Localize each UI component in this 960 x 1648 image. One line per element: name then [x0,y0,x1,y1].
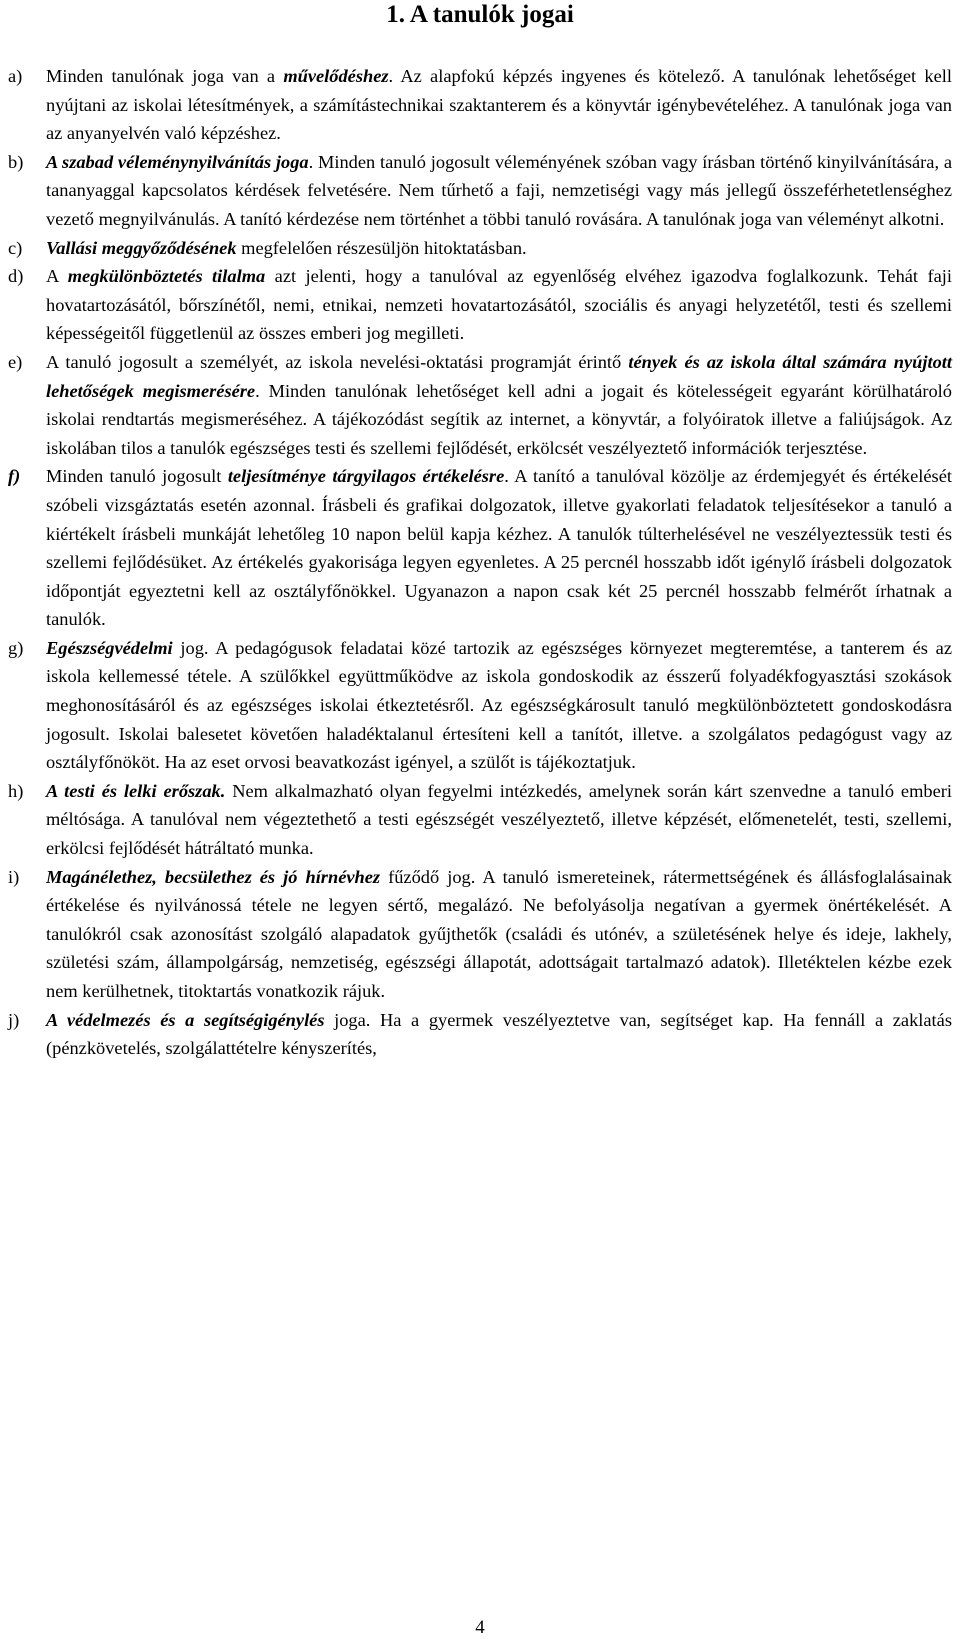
item-label: f) [8,466,21,487]
item-emphasis: teljesítménye tárgyilagos értékelésre [227,466,505,487]
item-emphasis: Magánélethez, becsülethez és jó hírnévhez [46,866,381,887]
item-label: j) [8,1009,20,1030]
page-number: 4 [475,1617,485,1638]
item-label: c) [8,237,23,258]
list-item-g [8,634,952,777]
item-label: g) [8,637,24,658]
item-emphasis: művelődéshez [283,66,389,86]
item-text: Nem alkalmazható olyan fegyelmi intézkedés, amelynek során kárt szenvedne a tanuló emberi méltósága. A tanulóval nem végeztethető a testi egészségét veszélyeztető, illetve képzését, előmenetelét, testi, szellemi, erkölcsi fejlődését hátráltató munka. [46,780,952,859]
list-item-d [8,262,952,348]
item-emphasis: A védelmezés és a segítségigénylés [46,1009,325,1030]
item-text: joga. Ha a gyermek veszélyeztetve van, segítséget kap. Ha fennáll a zaklatás (pénzkövetelés, szolgálattételre kényszerítés, [46,1009,952,1059]
item-text: . Minden tanulónak lehetőséget kell adni a jogait és kötelességeit egyaránt körülhatároló iskolai rendtartás megismeréséhez. A tájékozódást segítik az internet, a könyvtár, a folyóiratok illetve a faliújságok. Az iskolában tilos a tanulók egészséges testi és szellemi fejlődését, erkölcsét veszélyeztető információk terjesztése. [46,380,952,458]
item-label: d) [8,266,24,287]
item-emphasis: megkülönböztetés tilalma [67,266,266,287]
item-text: fűződő jog. A tanuló ismereteinek, rátermettségének és állásfoglalásainak értékelése és nyilvánossá tétele ne legyen sértő, megalázó. Ne befolyásolja negatívan a gyermek önértékelését. A tanulókról csak azonosítást szolgáló alapadatok gyűjthetők (családi és utónév, a születésének helye és ideje, lakhely, születési szám, állampolgárság, nemzetiség, egészségi állapotát, adottságait tartalmazó adatok). Illetéktelen kézbe ezek nem kerülhetnek, titoktartás vonatkozik rájuk. [46,866,952,1001]
item-label: a) [8,66,23,86]
list-item-h [8,777,952,863]
list-item-f [8,462,952,634]
item-label: i) [8,866,20,887]
item-text: Minden tanulónak joga van a [46,66,284,86]
item-text: Minden tanuló jogosult [46,466,228,487]
rights-list [8,62,952,1063]
item-emphasis: A testi és lelki erőszak. [46,780,226,801]
item-emphasis: Egészségvédelmi [46,637,173,658]
list-item-e [8,348,952,462]
item-label: b) [8,151,24,172]
item-text: A tanuló jogosult a személyét, az iskola nevelési-oktatási programját érintő [46,351,629,372]
list-item-a [8,62,952,148]
item-emphasis: A szabad véleménynyilvánítás joga [46,151,309,172]
list-item-b [8,148,952,234]
item-text: jog. A pedagógusok feladatai közé tartozik az egészséges környezet megteremtése, a tanterem és az iskola kellemessé tétele. A szülőkkel együttműködve az iskola gondoskodik az ésszerű folyadékfogyasztási szokások meghonosításáról és az egészséges iskolai étkeztetésről. Az egészségkárosult tanuló megkülönböztetett gondoskodásra jogosult. Iskolai balesetet követően haladéktalanul értesíteni kell a tanítót, illetve. a szolgálatos pedagógust vagy az osztályfőnököt. Ha az eset orvosi beavatkozást igényel, a szülőt is tájékoztatjuk. [46,637,952,773]
page-title: 1. A tanulók jogai [386,1,574,28]
item-text: azt jelenti, hogy a tanulóval az egyenlőség elvéhez igazodva foglalkozunk. Tehát faji hovatartozásától, bőrszínétől, nemi, etnikai, nemzeti hovatartozásától, szociális és anyagi helyzetétől, testi és szellemi képességeitől függetlenül az összes emberi jog megilleti. [46,266,953,344]
list-item-c [8,234,952,263]
item-text: . A tanító a tanulóval közölje az érdemjegyét és értékelését szóbeli vizsgáztatás esetén azonnal. Írásbeli és grafikai dolgozatok, illetve gyakorlati feladatok teljesítésekor a tanuló a kiértékelt írásbeli munkáját lehetőleg 10 napon belül kapja kézhez. A tanulók túlterhelésével ne veszélyeztessük testi és szellemi fejlődésüket. Az értékelés gyakorisága legyen egyenletes. A 25 percnél hosszabb időt igénylő írásbeli dolgozatok időpontját egyeztetni kell az osztályfőnökkel. Ugyanazon a napon csak két 25 percnél hosszabb felmérőt írhatnak a tanulók. [46,466,952,630]
item-emphasis: tények és az iskola által számára nyújtott lehetőségek megismerésére [46,351,952,401]
item-label: h) [8,780,24,801]
list-item-j [8,1006,952,1063]
item-label: e) [8,351,23,372]
item-text: . Minden tanuló jogosult véleményének szóban vagy írásban történő kinyilvánítására, a tananyaggal kapcsolatos kérdések felvetésére. Nem tűrhető a faji, nemzetiségi vagy más jellegű összeférhetetlenséghez vezető megnyilvánulás. A tanító kérdezése nem történhet a többi tanuló rovására. A tanulónak joga van véleményt alkotni. [46,151,952,229]
item-text: megfelelően részesüljön hitoktatásban. [236,237,527,258]
item-text: . Az alapfokú képzés ingyenes és kötelező. A tanulónak lehetőséget kell nyújtani az iskolai létesítmények, a számítástechnikai szaktanterem és a könyvtár igénybevételéhez. A tanulónak joga van az anyanyelvén való képzéshez. [46,66,952,144]
item-text: A [46,266,68,287]
list-item-i [8,863,952,1006]
item-emphasis: Vallási meggyőződésének [46,237,237,258]
